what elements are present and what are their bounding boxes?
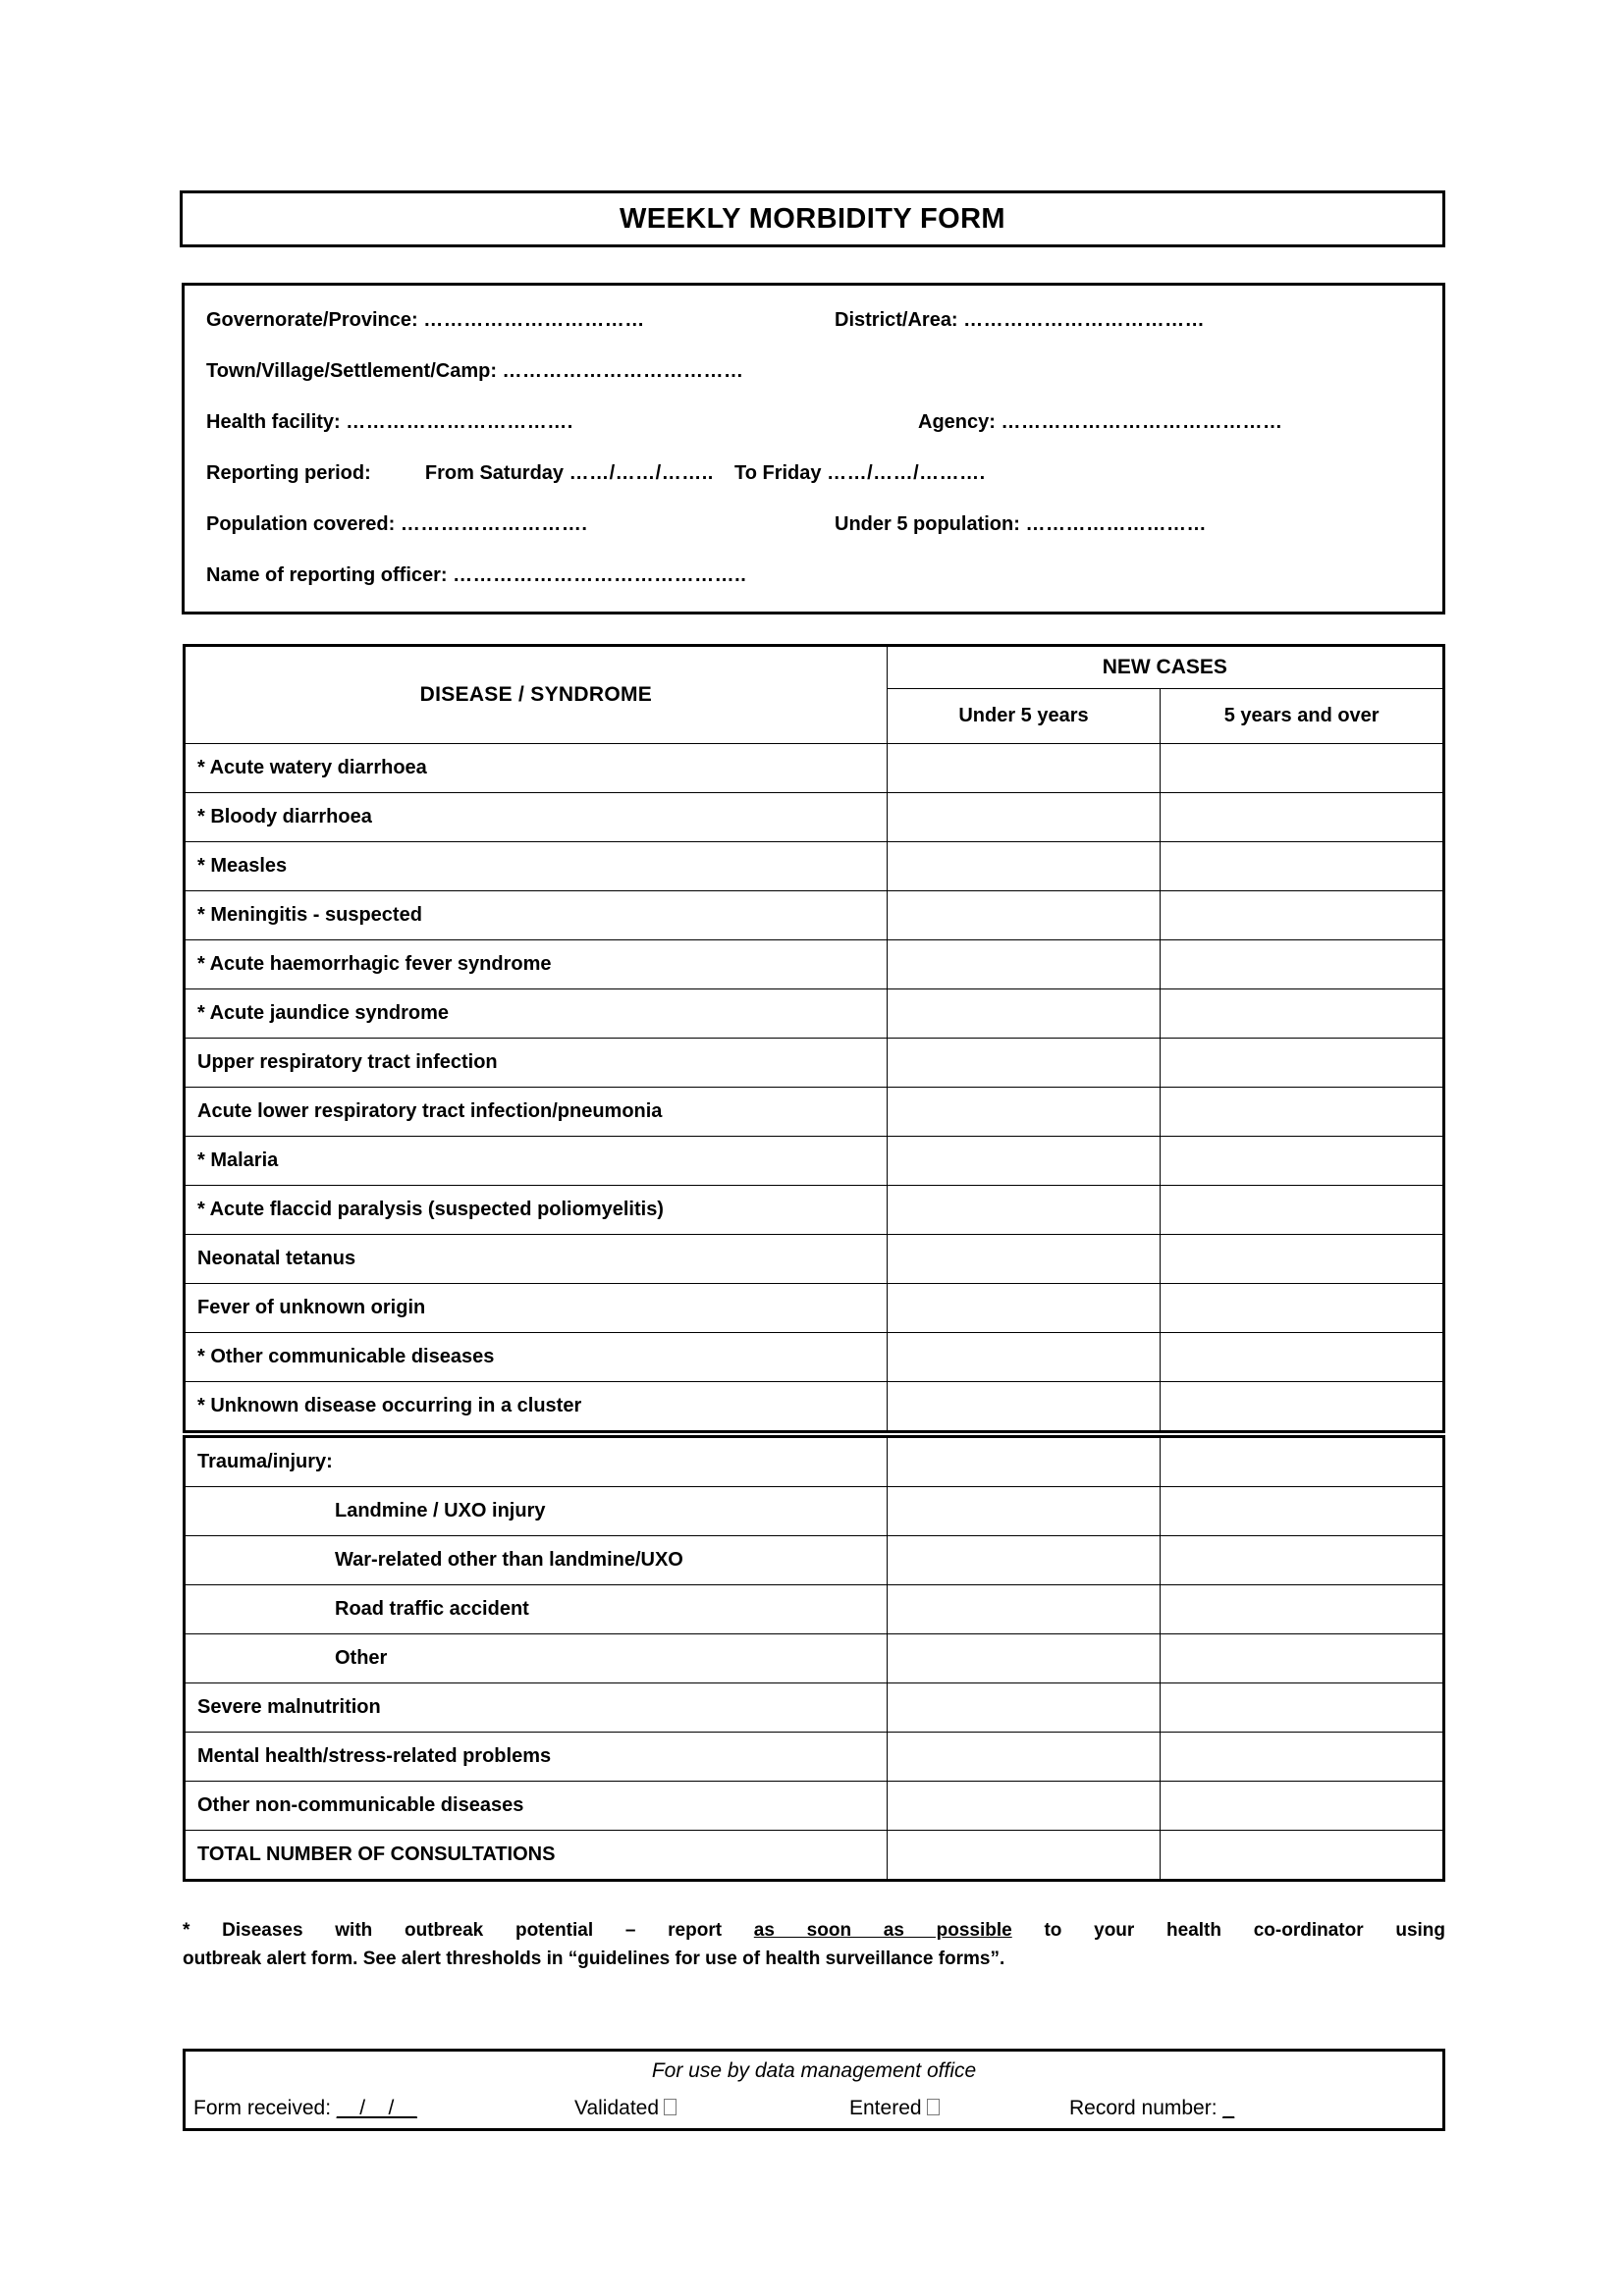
cell-5-and-over[interactable] bbox=[1161, 1536, 1444, 1585]
town-label: Town/Village/Settlement/Camp: bbox=[206, 360, 497, 382]
entered-checkbox-icon[interactable] bbox=[927, 2099, 940, 2115]
table-row bbox=[185, 842, 1444, 891]
disease-label: * Other communicable diseases bbox=[185, 1333, 888, 1382]
table-row bbox=[185, 1536, 1444, 1585]
category-label: Road traffic accident bbox=[185, 1585, 888, 1634]
cell-5-and-over[interactable] bbox=[1161, 1634, 1444, 1683]
cell-under-5[interactable] bbox=[887, 1137, 1161, 1186]
trauma-table bbox=[183, 1435, 1445, 1882]
district-label: District/Area: bbox=[835, 309, 958, 331]
disease-rows-body bbox=[185, 744, 1444, 1432]
table-row bbox=[185, 1039, 1444, 1088]
governorate-field[interactable]: …………………………… bbox=[423, 309, 645, 331]
table-row bbox=[185, 1831, 1444, 1881]
table-row bbox=[185, 793, 1444, 842]
disease-label: Acute lower respiratory tract infection/pneumonia bbox=[185, 1088, 888, 1137]
column-header-under-5: Under 5 years bbox=[887, 689, 1161, 744]
footnote-line-2: outbreak alert form. See alert thresholds in “guidelines for use of health surveillance forms”. bbox=[183, 1949, 1005, 1969]
agency-field[interactable]: …………………………………… bbox=[1001, 411, 1283, 433]
disease-label: * Measles bbox=[185, 842, 888, 891]
cell-5-and-over[interactable] bbox=[1161, 1585, 1444, 1634]
health-facility-field[interactable]: ……………………………. bbox=[346, 411, 573, 433]
header-row-officer bbox=[206, 561, 1442, 612]
table-row bbox=[185, 1382, 1444, 1432]
cell-under-5[interactable] bbox=[887, 989, 1161, 1039]
cell-under-5[interactable] bbox=[887, 1536, 1161, 1585]
to-date-field[interactable]: ……/……/………. bbox=[827, 462, 986, 484]
table-row bbox=[185, 891, 1444, 940]
cell-under-5[interactable] bbox=[887, 1634, 1161, 1683]
disease-label: Upper respiratory tract infection bbox=[185, 1039, 888, 1088]
category-label: Severe malnutrition bbox=[185, 1683, 888, 1733]
table-row bbox=[185, 1487, 1444, 1536]
cell-5-and-over[interactable] bbox=[1161, 793, 1444, 842]
disease-label: * Acute haemorrhagic fever syndrome bbox=[185, 940, 888, 989]
cell-under-5[interactable] bbox=[887, 1039, 1161, 1088]
from-saturday-label: From Saturday bbox=[424, 462, 565, 484]
disease-label: * Acute flaccid paralysis (suspected poliomyelitis) bbox=[185, 1186, 888, 1235]
record-number-field[interactable]: _ bbox=[1222, 2097, 1235, 2119]
column-header-disease: DISEASE / SYNDROME bbox=[185, 646, 888, 744]
disease-label: * Meningitis - suspected bbox=[185, 891, 888, 940]
table-row bbox=[185, 1333, 1444, 1382]
entered-label: Entered bbox=[849, 2097, 922, 2119]
cell-5-and-over[interactable] bbox=[1161, 1683, 1444, 1733]
cell-under-5[interactable] bbox=[887, 1235, 1161, 1284]
agency-label: Agency: bbox=[918, 411, 996, 433]
category-label: War-related other than landmine/UXO bbox=[185, 1536, 888, 1585]
cell-5-and-over[interactable] bbox=[1161, 1487, 1444, 1536]
table-row bbox=[185, 744, 1444, 793]
cell-under-5[interactable] bbox=[887, 842, 1161, 891]
disease-label: * Malaria bbox=[185, 1137, 888, 1186]
table-row bbox=[185, 1782, 1444, 1831]
column-header-new-cases: NEW CASES bbox=[887, 646, 1443, 689]
population-covered-label: Population covered: bbox=[206, 513, 396, 535]
page-title: WEEKLY MORBIDITY FORM bbox=[620, 202, 1005, 235]
disease-label: * Bloody diarrhoea bbox=[185, 793, 888, 842]
cell-5-and-over[interactable] bbox=[1161, 1782, 1444, 1831]
category-label: Trauma/injury: bbox=[185, 1437, 888, 1487]
table-header-row-1 bbox=[185, 646, 1444, 689]
cell-under-5[interactable] bbox=[887, 1733, 1161, 1782]
table-row bbox=[185, 989, 1444, 1039]
health-facility-label: Health facility: bbox=[206, 411, 341, 433]
population-covered-field[interactable]: ………………………. bbox=[400, 513, 588, 535]
under5-population-field[interactable]: ……………………… bbox=[1025, 513, 1207, 535]
table-row bbox=[185, 1186, 1444, 1235]
validated-checkbox-icon[interactable] bbox=[664, 2099, 677, 2115]
table-row bbox=[185, 1137, 1444, 1186]
disease-label: Fever of unknown origin bbox=[185, 1284, 888, 1333]
cell-under-5[interactable] bbox=[887, 1186, 1161, 1235]
footnote-text-part1: Diseases with outbreak potential – report bbox=[222, 1920, 754, 1941]
under5-population-label: Under 5 population: bbox=[835, 513, 1020, 535]
table-row bbox=[185, 1733, 1444, 1782]
footnote-emphasis: as soon as possible bbox=[753, 1920, 1012, 1941]
cell-5-and-over[interactable] bbox=[1161, 842, 1444, 891]
cell-5-and-over[interactable] bbox=[1161, 1831, 1444, 1881]
to-friday-label: To Friday bbox=[733, 462, 822, 484]
column-header-5-and-over: 5 years and over bbox=[1161, 689, 1444, 744]
category-label: TOTAL NUMBER OF CONSULTATIONS bbox=[185, 1831, 888, 1881]
cell-5-and-over[interactable] bbox=[1161, 1382, 1444, 1432]
town-field[interactable]: ……………………………… bbox=[502, 360, 744, 382]
data-management-fields bbox=[186, 2091, 1442, 2126]
asterisk-marker: * bbox=[183, 1920, 190, 1941]
category-label: Other bbox=[185, 1634, 888, 1683]
header-row-reporting-period bbox=[206, 458, 1442, 509]
cell-5-and-over[interactable] bbox=[1161, 891, 1444, 940]
cell-under-5[interactable] bbox=[887, 1382, 1161, 1432]
table-row bbox=[185, 1284, 1444, 1333]
cell-under-5[interactable] bbox=[887, 744, 1161, 793]
district-group bbox=[835, 305, 1205, 335]
disease-table bbox=[183, 644, 1445, 1433]
cell-5-and-over[interactable] bbox=[1161, 1039, 1444, 1088]
from-date-field[interactable]: ……/……/…….. bbox=[568, 462, 714, 484]
header-info-box bbox=[182, 283, 1445, 614]
table-row bbox=[185, 1683, 1444, 1733]
header-row-town bbox=[206, 356, 1442, 407]
cell-5-and-over[interactable] bbox=[1161, 1333, 1444, 1382]
agency-group bbox=[918, 407, 1282, 437]
category-label: Landmine / UXO injury bbox=[185, 1487, 888, 1536]
table-row bbox=[185, 1585, 1444, 1634]
cell-under-5[interactable] bbox=[887, 1088, 1161, 1137]
table-row bbox=[185, 940, 1444, 989]
header-row-governorate bbox=[206, 305, 1442, 356]
disease-label: * Acute jaundice syndrome bbox=[185, 989, 888, 1039]
table-row bbox=[185, 1235, 1444, 1284]
reporting-officer-field[interactable]: …………………………………….. bbox=[453, 564, 747, 586]
cell-under-5[interactable] bbox=[887, 793, 1161, 842]
trauma-rows-body bbox=[185, 1437, 1444, 1881]
footnote bbox=[183, 1916, 1445, 1973]
governorate-label: Governorate/Province: bbox=[206, 309, 418, 331]
cell-under-5[interactable] bbox=[887, 1284, 1161, 1333]
cell-under-5[interactable] bbox=[887, 1333, 1161, 1382]
record-number-label: Record number: bbox=[1069, 2097, 1218, 2119]
table-row bbox=[185, 1634, 1444, 1683]
disease-label: Neonatal tetanus bbox=[185, 1235, 888, 1284]
under5-population-group bbox=[835, 509, 1207, 539]
cell-5-and-over[interactable] bbox=[1161, 744, 1444, 793]
data-management-title: For use by data management office bbox=[651, 2059, 977, 2082]
cell-under-5[interactable] bbox=[887, 1487, 1161, 1536]
form-received-field[interactable]: __/__/__ bbox=[336, 2097, 417, 2119]
footnote-text-part2: to your health co-ordinator using bbox=[1011, 1920, 1445, 1941]
cell-under-5[interactable] bbox=[887, 1782, 1161, 1831]
table-row bbox=[185, 1088, 1444, 1137]
cell-under-5[interactable] bbox=[887, 1585, 1161, 1634]
cell-5-and-over[interactable] bbox=[1161, 940, 1444, 989]
cell-under-5[interactable] bbox=[887, 940, 1161, 989]
data-management-box bbox=[183, 2049, 1445, 2131]
cell-under-5[interactable] bbox=[887, 1683, 1161, 1733]
cell-5-and-over[interactable] bbox=[1161, 1235, 1444, 1284]
reporting-officer-label: Name of reporting officer: bbox=[206, 564, 448, 586]
cell-under-5[interactable] bbox=[887, 1437, 1161, 1487]
form-received-group bbox=[193, 2091, 417, 2126]
cell-5-and-over[interactable] bbox=[1161, 1284, 1444, 1333]
disease-label: * Acute watery diarrhoea bbox=[185, 744, 888, 793]
category-label: Other non-communicable diseases bbox=[185, 1782, 888, 1831]
form-title-box bbox=[180, 190, 1445, 247]
record-number-group bbox=[1069, 2091, 1234, 2126]
reporting-period-label: Reporting period: bbox=[206, 462, 371, 484]
disease-label: * Unknown disease occurring in a cluster bbox=[185, 1382, 888, 1432]
validated-group bbox=[574, 2091, 677, 2126]
cell-5-and-over[interactable] bbox=[1161, 1137, 1444, 1186]
cell-5-and-over[interactable] bbox=[1161, 1088, 1444, 1137]
header-row-facility bbox=[206, 407, 1442, 458]
cell-5-and-over[interactable] bbox=[1161, 1733, 1444, 1782]
category-label: Mental health/stress-related problems bbox=[185, 1733, 888, 1782]
entered-group bbox=[849, 2091, 940, 2126]
footnote-line-1 bbox=[183, 1916, 1445, 1945]
district-field[interactable]: ……………………………… bbox=[963, 309, 1206, 331]
cell-5-and-over[interactable] bbox=[1161, 1437, 1444, 1487]
table-row bbox=[185, 1437, 1444, 1487]
validated-label: Validated bbox=[574, 2097, 660, 2119]
cell-under-5[interactable] bbox=[887, 891, 1161, 940]
cell-under-5[interactable] bbox=[887, 1831, 1161, 1881]
cell-5-and-over[interactable] bbox=[1161, 1186, 1444, 1235]
form-received-label: Form received: bbox=[193, 2097, 332, 2119]
header-row-population bbox=[206, 509, 1442, 561]
cell-5-and-over[interactable] bbox=[1161, 989, 1444, 1039]
